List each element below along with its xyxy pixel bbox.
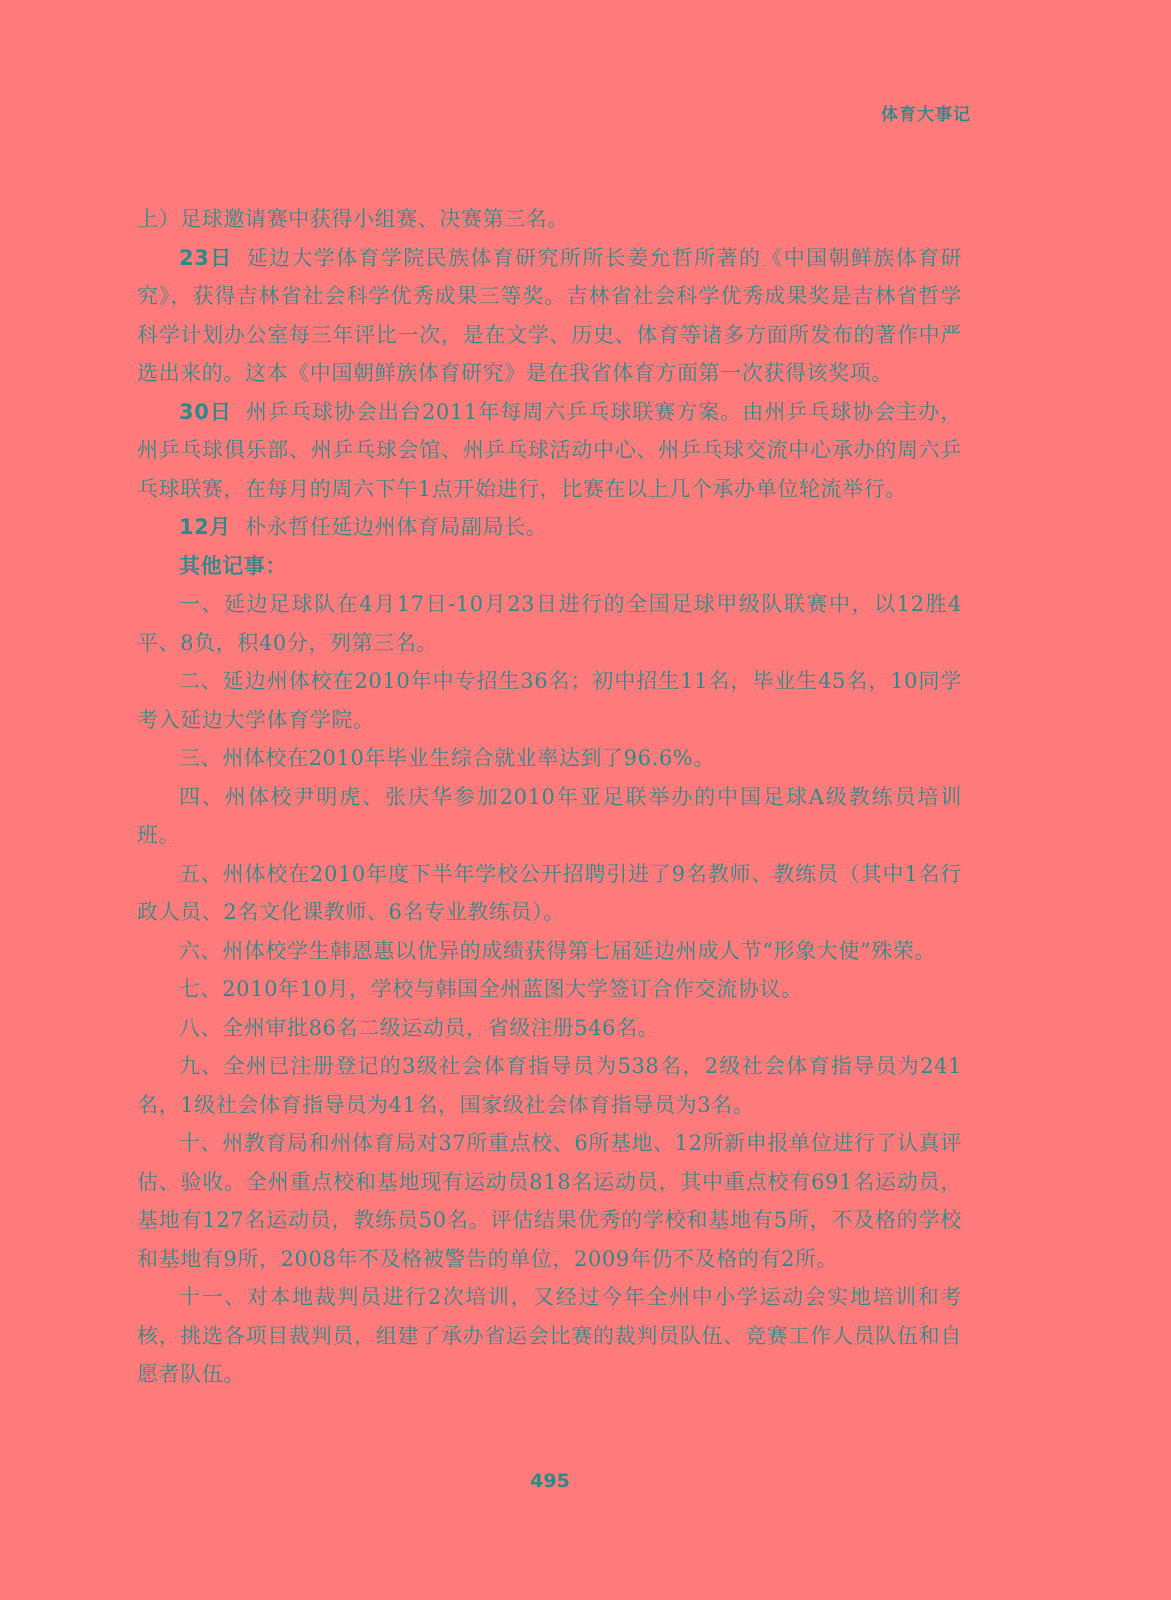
paragraph (137, 200, 962, 239)
section-heading (137, 547, 962, 586)
paragraph (137, 393, 962, 509)
paragraph-text: 延边大学体育学院民族体育研究所所长姜允哲所著的《中国朝鲜族体育研究》，获得吉林省社会科学优秀成果三等奖。吉林省社会科学优秀成果奖是吉林省哲学科学计划办公室每三年评比一次，是在文学、历史、体育等诸多方面所发布的著作中严选出来的。这本《中国朝鲜族体育研究》是在我省体育方面第一次获得该奖项。 (137, 245, 962, 385)
date-label: 12月 (179, 515, 232, 539)
list-item: 五、州体校在2010年度下半年学校公开招聘引进了9名教师、教练员（其中1名行政人员、2名文化课教师、6名专业教练员）。 (137, 861, 962, 924)
list-item: 七、2010年10月，学校与韩国全州蓝图大学签订合作交流协议。 (179, 977, 803, 1001)
page-number: 495 (530, 1470, 570, 1492)
paragraph (137, 239, 962, 393)
paragraph (137, 508, 962, 547)
list-item: 十、州教育局和州体育局对37所重点校、6所基地、12所新申报单位进行了认真评估、验收。全州重点校和基地现有运动员818名运动员，其中重点校有691名运动员，基地有127名运动员，教练员50名。评估结果优秀的学校和基地有5所，不及格的学校和基地有9所，2008年不及格被警告的单位，2009年仍不及格的有2所。 (137, 1131, 962, 1271)
paragraph-text: 朴永哲任延边州体育局副局长。 (245, 515, 548, 539)
date-label: 23日 (179, 245, 233, 270)
list-item: 三、州体校在2010年毕业生综合就业率达到了96.6%。 (179, 746, 715, 770)
list-item: 九、全州已注册登记的3级社会体育指导员为538名，2级社会体育指导员为241名，1级社会体育指导员为41名，国家级社会体育指导员为3名。 (137, 1054, 962, 1117)
date-label: 30日 (179, 399, 232, 424)
other-events-heading: 其他记事： (179, 553, 287, 578)
body-text (137, 200, 962, 1394)
list-item: 二、延边州体校在2010年中专招生36名；初中招生11名，毕业生45名，10同学考入延边大学体育学院。 (137, 669, 962, 732)
paragraph-text: 上）足球邀请赛中获得小组赛、决赛第三名。 (137, 207, 569, 231)
list-item: 四、州体校尹明虎、张庆华参加2010年亚足联举办的中国足球A级教练员培训班。 (137, 784, 962, 847)
paragraph-text: 州乒乓球协会出台2011年每周六乒乓球联赛方案。由州乒乓球协会主办，州乒乓球俱乐部、州乒乓球会馆、州乒乓球活动中心、州乒乓球交流中心承办的周六乒乓球联赛，在每月的周六下午1点开始进行，比赛在以上几个承办单位轮流举行。 (137, 399, 963, 501)
list-item: 一、延边足球队在4月17日-10月23日进行的全国足球甲级队联赛中，以12胜4平、8负，积40分，列第三名。 (137, 592, 962, 655)
list-item: 八、全州审批86名二级运动员，省级注册546名。 (179, 1015, 660, 1040)
list-item: 六、州体校学生韩恩惠以优异的成绩获得第七届延边州成人节“形象大使”殊荣。 (179, 938, 937, 963)
list-item: 十一、对本地裁判员进行2次培训，又经过今年全州中小学运动会实地培训和考核，挑选各项目裁判员，组建了承办省运会比赛的裁判员队伍、竞赛工作人员队伍和自愿者队伍。 (137, 1285, 962, 1386)
running-header: 体育大事记 (881, 105, 971, 125)
